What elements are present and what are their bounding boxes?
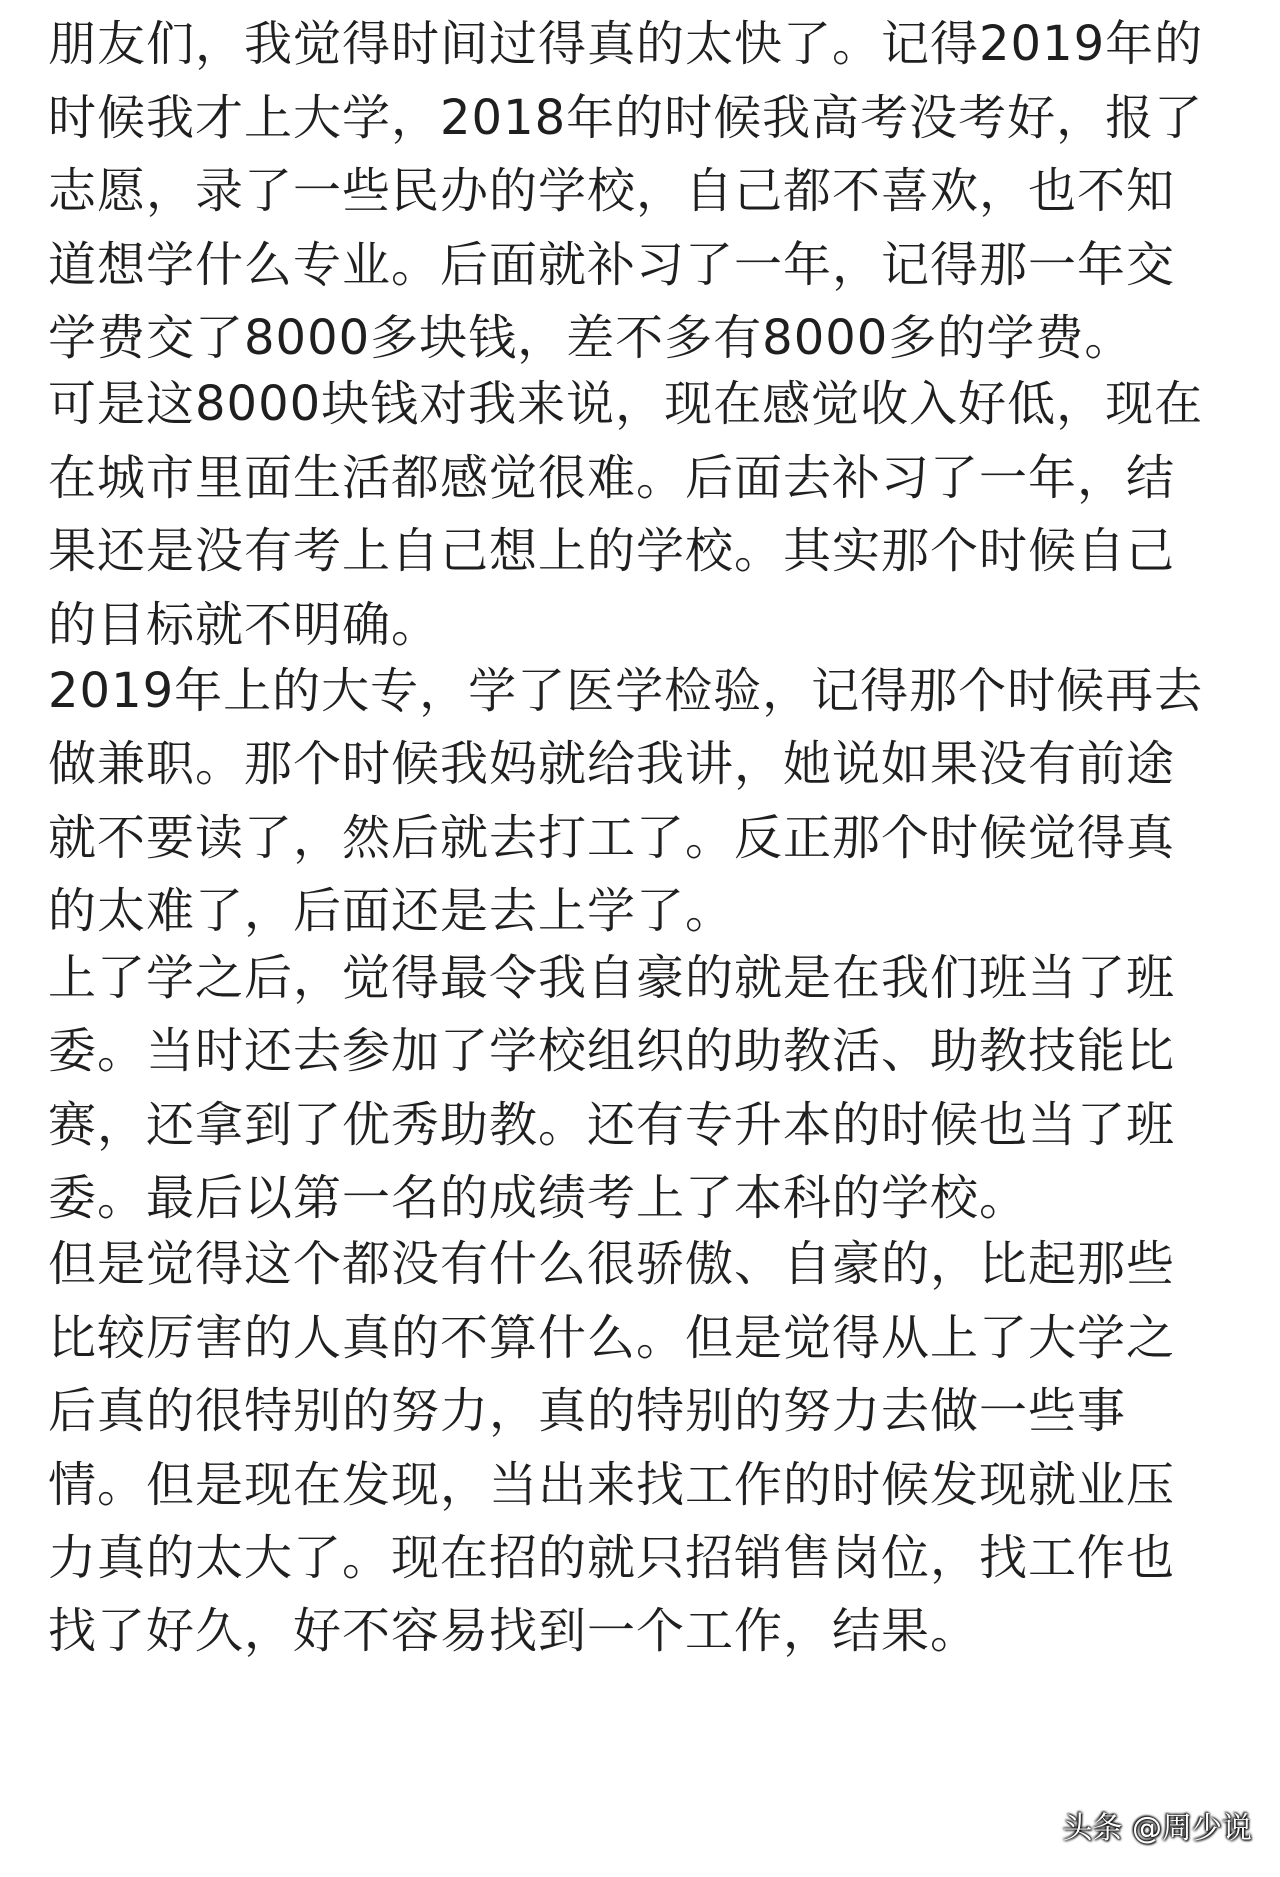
text-line: 后真的很特别的努力，真的特别的努力去做一些事 (48, 1383, 1127, 1439)
text-line: 比较厉害的人真的不算什么。但是觉得从上了大学之 (48, 1310, 1176, 1366)
text-line: 就不要读了，然后就去打工了。反正那个时候觉得真 (48, 810, 1176, 866)
text-line: 朋友们，我觉得时间过得真的太快了。记得2019年的 (48, 16, 1204, 72)
text-line: 2019年上的大专，学了医学检验，记得那个时候再去 (48, 663, 1204, 719)
text-line: 时候我才上大学，2018年的时候我高考没考好，报了 (48, 90, 1204, 146)
text-line: 委。当时还去参加了学校组织的助教活、助教技能比 (48, 1023, 1176, 1079)
text-line: 赛，还拿到了优秀助教。还有专升本的时候也当了班 (48, 1097, 1176, 1153)
text-line: 委。最后以第一名的成绩考上了本科的学校。 (48, 1170, 1029, 1226)
text-line: 在城市里面生活都感觉很难。后面去补习了一年，结 (48, 450, 1176, 506)
text-line: 力真的太大了。现在招的就只招销售岗位，找工作也 (48, 1530, 1176, 1586)
text-line: 情。但是现在发现，当出来找工作的时候发现就业压 (48, 1457, 1176, 1513)
text-line: 做兼职。那个时候我妈就给我讲，她说如果没有前途 (48, 736, 1176, 792)
text-line: 道想学什么专业。后面就补习了一年，记得那一年交 (48, 237, 1176, 293)
text-line: 找了好久，好不容易找到一个工作，结果。 (48, 1603, 980, 1659)
text-line: 可是这8000块钱对我来说，现在感觉收入好低，现在 (48, 376, 1204, 432)
text-line: 但是觉得这个都没有什么很骄傲、自豪的，比起那些 (48, 1236, 1176, 1292)
text-line: 果还是没有考上自己想上的学校。其实那个时候自己 (48, 523, 1176, 579)
source-watermark: 头条 @周少说 (1062, 1811, 1252, 1846)
text-line: 的目标就不明确。 (48, 597, 441, 653)
text-line: 的太难了，后面还是去上学了。 (48, 883, 735, 939)
text-line: 上了学之后，觉得最令我自豪的就是在我们班当了班 (48, 950, 1176, 1006)
text-line: 学费交了8000多块钱，差不多有8000多的学费。 (48, 310, 1134, 366)
text-line: 志愿，录了一些民办的学校，自己都不喜欢，也不知 (48, 163, 1176, 219)
